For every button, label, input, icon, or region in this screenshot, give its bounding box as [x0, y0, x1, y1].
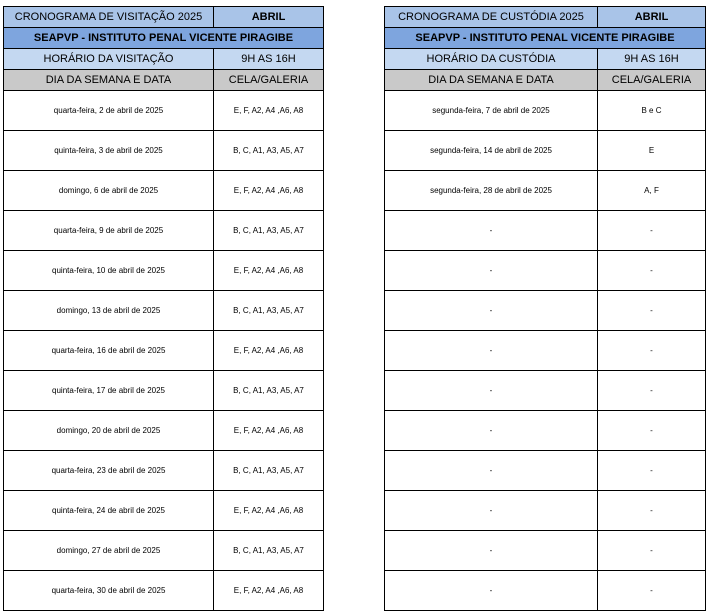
- day-date-cell: -: [385, 411, 598, 451]
- cell-gallery-cell: -: [598, 531, 706, 571]
- day-date-cell: -: [385, 451, 598, 491]
- table-row: [385, 531, 706, 571]
- day-date-cell: -: [385, 491, 598, 531]
- visitation-title: CRONOGRAMA DE VISITAÇÃO 2025: [4, 7, 214, 28]
- cell-gallery-cell: B, C, A1, A3, A5, A7: [214, 211, 324, 251]
- custody-title: CRONOGRAMA DE CUSTÓDIA 2025: [385, 7, 598, 28]
- day-date-cell: quarta-feira, 30 de abril de 2025: [4, 571, 214, 611]
- table-row: [385, 371, 706, 411]
- cell-gallery-cell: E, F, A2, A4 ,A6, A8: [214, 251, 324, 291]
- visitation-institution: SEAPVP - INSTITUTO PENAL VICENTE PIRAGIBE: [4, 28, 324, 49]
- day-date-cell: -: [385, 331, 598, 371]
- day-date-cell: domingo, 20 de abril de 2025: [4, 411, 214, 451]
- table-row: [385, 411, 706, 451]
- cell-gallery-cell: E, F, A2, A4 ,A6, A8: [214, 571, 324, 611]
- day-date-cell: domingo, 27 de abril de 2025: [4, 531, 214, 571]
- visitation-institution-row: [4, 28, 324, 49]
- day-date-cell: domingo, 6 de abril de 2025: [4, 171, 214, 211]
- table-row: [385, 211, 706, 251]
- day-date-cell: -: [385, 371, 598, 411]
- visitation-schedule-table: [3, 6, 324, 611]
- table-row: [385, 491, 706, 531]
- day-date-cell: quarta-feira, 9 de abril de 2025: [4, 211, 214, 251]
- table-row: [4, 371, 324, 411]
- day-date-cell: quinta-feira, 3 de abril de 2025: [4, 131, 214, 171]
- custody-hours-label: HORÁRIO DA CUSTÓDIA: [385, 49, 598, 70]
- day-date-cell: domingo, 13 de abril de 2025: [4, 291, 214, 331]
- table-row: [4, 531, 324, 571]
- day-date-cell: -: [385, 211, 598, 251]
- cell-gallery-cell: -: [598, 291, 706, 331]
- day-date-cell: quarta-feira, 16 de abril de 2025: [4, 331, 214, 371]
- cell-gallery-cell: E, F, A2, A4 ,A6, A8: [214, 91, 324, 131]
- day-date-cell: -: [385, 291, 598, 331]
- day-date-cell: -: [385, 571, 598, 611]
- day-date-cell: segunda-feira, 7 de abril de 2025: [385, 91, 598, 131]
- custody-col-day-header: DIA DA SEMANA E DATA: [385, 70, 598, 91]
- table-row: [385, 571, 706, 611]
- cell-gallery-cell: E: [598, 131, 706, 171]
- table-row: [385, 131, 706, 171]
- table-row: [4, 331, 324, 371]
- day-date-cell: quinta-feira, 24 de abril de 2025: [4, 491, 214, 531]
- cell-gallery-cell: B, C, A1, A3, A5, A7: [214, 451, 324, 491]
- cell-gallery-cell: E, F, A2, A4 ,A6, A8: [214, 171, 324, 211]
- day-date-cell: segunda-feira, 14 de abril de 2025: [385, 131, 598, 171]
- cell-gallery-cell: -: [598, 211, 706, 251]
- custody-institution-row: [385, 28, 706, 49]
- cell-gallery-cell: B, C, A1, A3, A5, A7: [214, 131, 324, 171]
- cell-gallery-cell: E, F, A2, A4 ,A6, A8: [214, 491, 324, 531]
- day-date-cell: quinta-feira, 10 de abril de 2025: [4, 251, 214, 291]
- cell-gallery-cell: E, F, A2, A4 ,A6, A8: [214, 331, 324, 371]
- custody-title-row: [385, 7, 706, 28]
- visitation-title-row: [4, 7, 324, 28]
- custody-institution: SEAPVP - INSTITUTO PENAL VICENTE PIRAGIBE: [385, 28, 706, 49]
- cell-gallery-cell: -: [598, 371, 706, 411]
- visitation-hours-label: HORÁRIO DA VISITAÇÃO: [4, 49, 214, 70]
- custody-hours-row: [385, 49, 706, 70]
- visitation-col-day-header: DIA DA SEMANA E DATA: [4, 70, 214, 91]
- day-date-cell: quarta-feira, 23 de abril de 2025: [4, 451, 214, 491]
- day-date-cell: quinta-feira, 17 de abril de 2025: [4, 371, 214, 411]
- table-row: [4, 171, 324, 211]
- cell-gallery-cell: A, F: [598, 171, 706, 211]
- table-row: [4, 571, 324, 611]
- table-row: [4, 131, 324, 171]
- day-date-cell: -: [385, 251, 598, 291]
- visitation-column-header-row: [4, 70, 324, 91]
- visitation-hours-value: 9H AS 16H: [214, 49, 324, 70]
- cell-gallery-cell: -: [598, 251, 706, 291]
- visitation-month: ABRIL: [214, 7, 324, 28]
- custody-col-cell-header: CELA/GALERIA: [598, 70, 706, 91]
- table-row: [385, 171, 706, 211]
- table-row: [4, 491, 324, 531]
- cell-gallery-cell: B, C, A1, A3, A5, A7: [214, 531, 324, 571]
- cell-gallery-cell: B e C: [598, 91, 706, 131]
- table-row: [385, 251, 706, 291]
- custody-schedule-table: [384, 6, 706, 611]
- table-row: [385, 291, 706, 331]
- table-row: [4, 451, 324, 491]
- cell-gallery-cell: -: [598, 331, 706, 371]
- cell-gallery-cell: -: [598, 451, 706, 491]
- table-row: [4, 211, 324, 251]
- cell-gallery-cell: -: [598, 411, 706, 451]
- cell-gallery-cell: -: [598, 491, 706, 531]
- day-date-cell: segunda-feira, 28 de abril de 2025: [385, 171, 598, 211]
- visitation-hours-row: [4, 49, 324, 70]
- table-row: [385, 91, 706, 131]
- cell-gallery-cell: B, C, A1, A3, A5, A7: [214, 291, 324, 331]
- cell-gallery-cell: B, C, A1, A3, A5, A7: [214, 371, 324, 411]
- table-row: [4, 411, 324, 451]
- table-row: [4, 291, 324, 331]
- visitation-col-cell-header: CELA/GALERIA: [214, 70, 324, 91]
- cell-gallery-cell: -: [598, 571, 706, 611]
- table-row: [4, 91, 324, 131]
- custody-hours-value: 9H AS 16H: [598, 49, 706, 70]
- cell-gallery-cell: E, F, A2, A4 ,A6, A8: [214, 411, 324, 451]
- day-date-cell: -: [385, 531, 598, 571]
- custody-column-header-row: [385, 70, 706, 91]
- table-row: [385, 331, 706, 371]
- custody-month: ABRIL: [598, 7, 706, 28]
- table-row: [385, 451, 706, 491]
- table-row: [4, 251, 324, 291]
- day-date-cell: quarta-feira, 2 de abril de 2025: [4, 91, 214, 131]
